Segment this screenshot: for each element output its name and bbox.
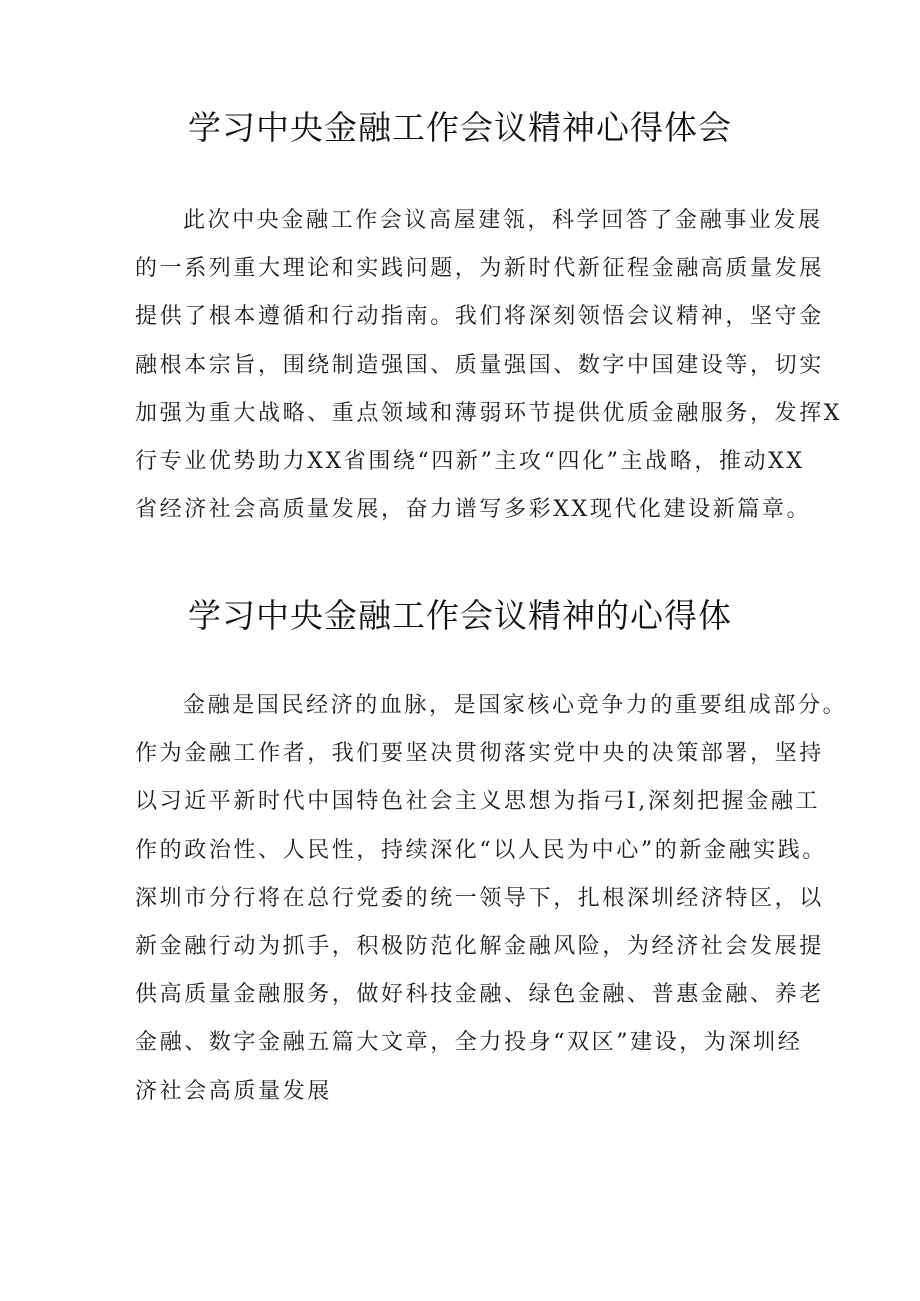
paragraph-line: 提供了根本遵循和行动指南。我们将深刻领悟会议精神，坚守金: [135, 304, 824, 330]
paragraph-line: 省经济社会高质量发展，奋力谱写多彩XX现代化建设新篇章。: [135, 497, 812, 523]
paragraph-line: 此次中央金融工作会议高屋建瓴，科学回答了金融事业发展: [183, 208, 823, 233]
paragraph-line: 作为金融工作者，我们要坚决贯彻落实党中央的决策部署，坚持: [135, 741, 824, 767]
paragraph-line: 供高质量金融服务，做好科技金融、绿色金融、普惠金融、养老: [135, 982, 824, 1008]
section-1-body: [135, 197, 843, 534]
paragraph-line: 以习近平新时代中国特色社会主义思想为指弓I,深刻把握金融工: [135, 789, 821, 815]
paragraph-line: 深圳市分行将在总行党委的统一领导下，扎根深圳经济特区，以: [135, 885, 824, 911]
paragraph-line: 新金融行动为抓手，积极防范化解金融风险，为经济社会发展提: [135, 933, 824, 959]
paragraph-line: 加强为重大战略、重点领域和薄弱环节提供优质金融服务，发挥X: [135, 400, 843, 426]
paragraph-line: 金融是国民经济的血脉，是国家核心竞争力的重要组成部分。: [183, 693, 848, 718]
paragraph-line: 行专业优势助力XX省围绕“四新”主攻“四化”主战略，推动XX: [135, 448, 805, 474]
paragraph-line: 济社会高质量发展: [135, 1078, 332, 1104]
section-2-body: [135, 682, 848, 1116]
paragraph-line: 作的政治性、人民性，持续深化“以人民为中心”的新金融实践。: [135, 837, 827, 863]
paragraph-line: 的一系列重大理论和实践问题，为新时代新征程金融高质量发展: [135, 256, 824, 282]
section-1-title: 学习中央金融工作会议精神心得体会: [188, 108, 732, 147]
section-2-title: 学习中央金融工作会议精神的心得体: [188, 596, 732, 635]
paragraph-line: 金融、数字金融五篇大文章，全力投身“双区”建设，为深圳经: [135, 1030, 803, 1056]
paragraph-line: 融根本宗旨，围绕制造强国、质量强国、数字中国建设等，切实: [135, 352, 824, 378]
